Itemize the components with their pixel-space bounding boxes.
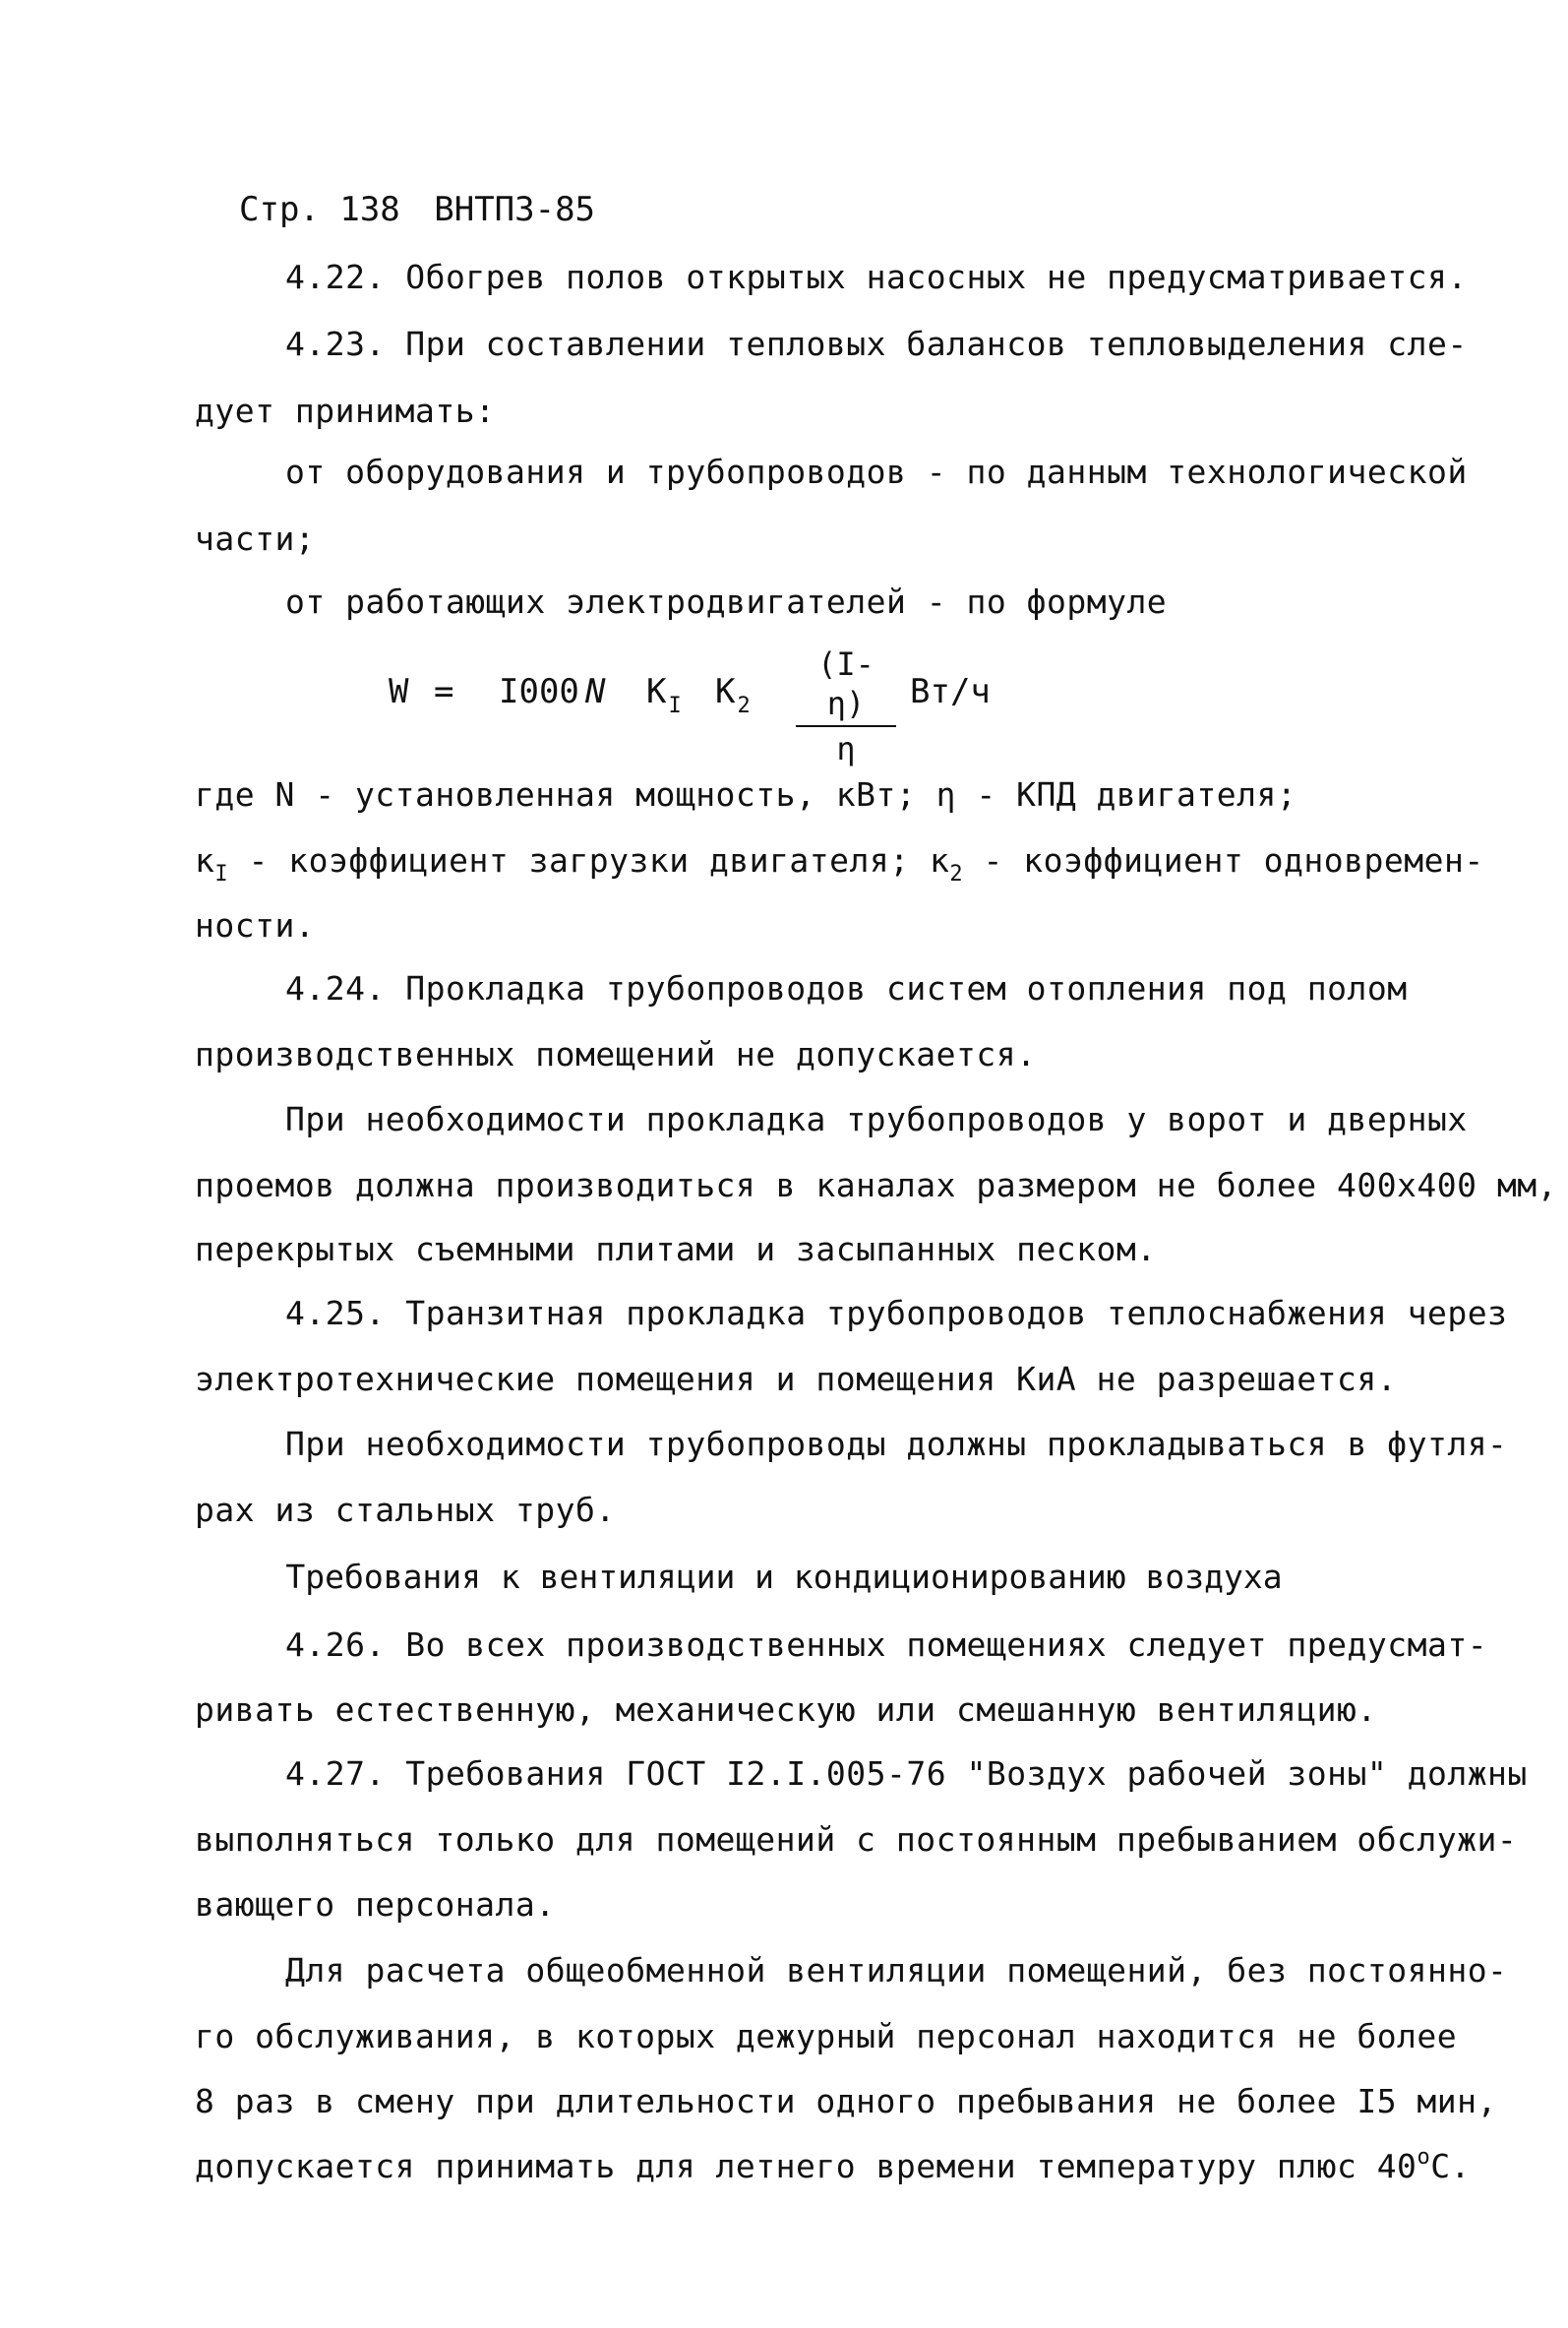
motor-heat-line: от работающих электродвигателей - по формуле bbox=[285, 582, 1168, 621]
formula-denominator: η bbox=[836, 730, 856, 767]
formula-legend-line-2 bbox=[195, 841, 1484, 886]
formula-k2 bbox=[715, 672, 751, 718]
legend-k2-text: - коэффициент одновремен- bbox=[963, 841, 1484, 880]
paragraph-4-25-line-1: 4.25. Транзитная прокладка трубопроводов теплоснабжения через bbox=[285, 1294, 1508, 1332]
formula-k2-subscript: 2 bbox=[737, 694, 751, 718]
ventilation-calc-line-3: 8 раз в смену при длительности одного пребывания не более I5 мин, bbox=[195, 2082, 1497, 2120]
ventilation-calc-line-1: Для расчета общеобменной вентиляции помещений, без постоянно- bbox=[285, 1951, 1508, 1990]
pipe-laying-line-2: проемов должна производиться в каналах размером не более 400х400 мм, bbox=[195, 1166, 1558, 1204]
legend-k2-subscript: 2 bbox=[949, 862, 964, 887]
page-number-label: Стр. 138 bbox=[239, 190, 400, 229]
heat-formula bbox=[389, 644, 1018, 767]
legend-k-letter: к bbox=[195, 841, 215, 880]
paragraph-4-23-line-1: 4.23. При составлении тепловых балансов тепловыделения сле- bbox=[285, 325, 1468, 363]
formula-k1 bbox=[646, 672, 682, 718]
formula-fraction bbox=[792, 644, 900, 768]
paragraph-4-26-line-1: 4.26. Во всех производственных помещениях следует предусмат- bbox=[285, 1625, 1488, 1664]
document-code: ВНТП3-85 bbox=[434, 190, 596, 229]
formula-unit: Вт/ч bbox=[910, 672, 991, 711]
formula-k2-letter: К bbox=[715, 672, 736, 711]
paragraph-4-22: 4.22. Обогрев полов открытых насосных не предусматривается. bbox=[285, 258, 1468, 296]
formula-power-symbol: N bbox=[585, 672, 606, 711]
temperature-text: допускается принимать для летнего времени температуру плюс 40 bbox=[195, 2147, 1417, 2185]
ventilation-calc-line-4 bbox=[195, 2147, 1471, 2191]
celsius-unit: С. bbox=[1430, 2147, 1471, 2185]
formula-k1-letter: К bbox=[646, 672, 667, 711]
paragraph-4-24-line-1: 4.24. Прокладка трубопроводов систем отопления под полом bbox=[285, 969, 1408, 1008]
formula-numerator: (I- η) bbox=[817, 645, 874, 722]
section-heading-ventilation: Требования к вентиляции и кондиционированию воздуха bbox=[285, 1558, 1283, 1596]
paragraph-4-26-line-2: ривать естественную, механическую или смешанную вентиляцию. bbox=[195, 1690, 1377, 1729]
page-header bbox=[239, 190, 609, 229]
pipe-case-line-1: При необходимости трубопроводы должны прокладываться в футля- bbox=[285, 1425, 1508, 1463]
equipment-heat-line-2: части; bbox=[195, 520, 316, 558]
paragraph-4-25-line-2: электротехнические помещения и помещения КиА не разрешается. bbox=[195, 1360, 1398, 1398]
formula-coefficient: I000 bbox=[499, 672, 579, 711]
pipe-laying-line-1: При необходимости прокладка трубопроводов у ворот и дверных bbox=[285, 1100, 1468, 1138]
paragraph-4-27-line-2: выполняться только для помещений с постоянным пребыванием обслужи- bbox=[195, 1820, 1518, 1859]
equipment-heat-line-1: от оборудования и трубопроводов - по данным технологической bbox=[285, 453, 1468, 491]
degree-superscript: о bbox=[1417, 2145, 1431, 2170]
formula-legend-line-3: ности. bbox=[195, 906, 316, 945]
pipe-laying-line-3: перекрытых съемными плитами и засыпанных песком. bbox=[195, 1230, 1157, 1268]
formula-k1-subscript: I bbox=[668, 694, 682, 718]
formula-legend-line-1: где N - установленная мощность, кВт; η - КПД двигателя; bbox=[195, 775, 1297, 814]
paragraph-4-24-line-2: производственных помещений не допускается. bbox=[195, 1035, 1037, 1073]
ventilation-calc-line-2: го обслуживания, в которых дежурный персонал находится не более bbox=[195, 2017, 1458, 2055]
paragraph-4-23-line-2: дует принимать: bbox=[195, 392, 496, 430]
paragraph-4-27-line-1: 4.27. Требования ГОСТ I2.I.005-76 "Воздух рабочей зоны" должны bbox=[285, 1754, 1528, 1793]
legend-k1-text: - коэффициент загрузки двигателя; к bbox=[228, 841, 950, 880]
paragraph-4-27-line-3: вающего персонала. bbox=[195, 1885, 556, 1924]
pipe-case-line-2: рах из стальных труб. bbox=[195, 1491, 616, 1529]
legend-k1-subscript: I bbox=[214, 862, 229, 887]
formula-w: W bbox=[389, 672, 409, 711]
formula-fraction-bar bbox=[796, 725, 896, 727]
formula-equals: = bbox=[434, 672, 454, 711]
